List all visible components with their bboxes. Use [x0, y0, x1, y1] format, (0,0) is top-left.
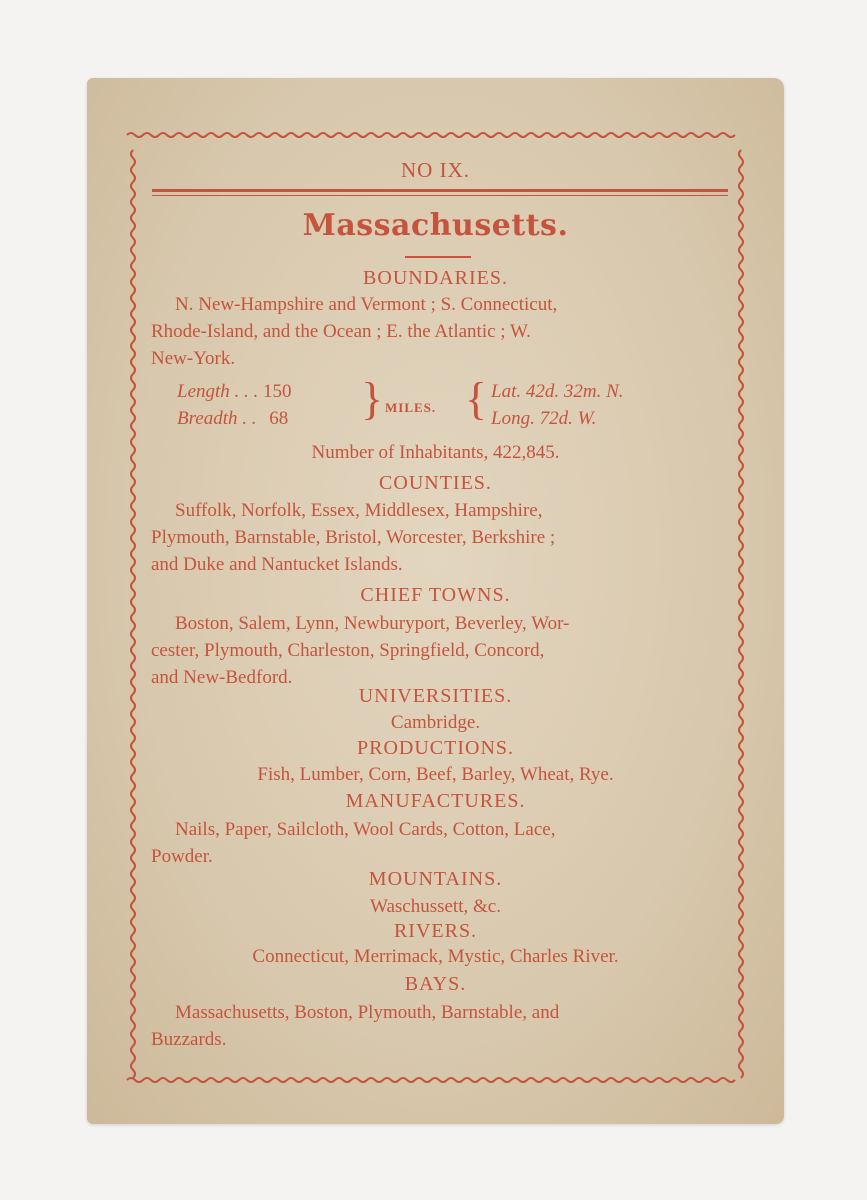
card	[87, 78, 784, 1124]
counties-heading: COUNTIES.	[379, 472, 492, 494]
left-brace: {	[465, 373, 488, 424]
longitude: Long. 72d. W.	[491, 408, 597, 429]
productions-text: Fish, Lumber, Corn, Beef, Barley, Wheat, Rye.	[257, 764, 614, 785]
manufactures-text: Nails, Paper, Sailcloth, Wool Cards, Cotton, Lace, Powder.	[151, 819, 556, 867]
rivers-text: Connecticut, Merrimack, Mystic, Charles River.	[252, 946, 619, 967]
card-number: NO IX.	[401, 158, 470, 182]
universities-text: Cambridge.	[390, 712, 481, 733]
double-rule-top	[152, 189, 728, 192]
productions-heading: PRODUCTIONS.	[356, 737, 515, 759]
right-brace: }	[361, 373, 384, 424]
latitude: Lat. 42d. 32m. N.	[491, 381, 624, 402]
universities-heading: UNIVERSITIES.	[358, 685, 513, 707]
counties-text: Suffolk, Norfolk, Essex, Middlesex, Hampshire, Plymouth, Barnstable, Bristol, Worcester, Berkshire ; and Duke and Nantucket Islands.	[151, 500, 556, 575]
bays-heading: BAYS.	[404, 973, 467, 995]
state-title: Massachusetts.	[302, 208, 569, 243]
inhabitants: Number of Inhabitants, 422,845.	[311, 442, 560, 463]
title-underline	[405, 256, 471, 258]
miles-label: MILES.	[385, 400, 437, 415]
breadth-row: Breadth . . 68	[177, 408, 289, 429]
mountains-text: Waschussett, &c.	[370, 896, 501, 917]
mountains-heading: MOUNTAINS.	[368, 868, 503, 890]
rivers-heading: RIVERS.	[393, 920, 478, 942]
manufactures-heading: MANUFACTURES.	[345, 790, 526, 812]
double-rule-bottom	[152, 195, 728, 196]
length-row: Length . . . 150	[177, 381, 292, 402]
bays-text: Massachusetts, Boston, Plymouth, Barnstable, and Buzzards.	[151, 1002, 560, 1050]
chief-towns-heading: CHIEF TOWNS.	[360, 584, 511, 606]
boundaries-text: N. New-Hampshire and Vermont ; S. Connecticut, Rhode-Island, and the Ocean ; E. the Atlantic ; W. New-York.	[151, 294, 558, 369]
boundaries-heading: BOUNDARIES.	[363, 267, 508, 289]
chief-towns-text: Boston, Salem, Lynn, Newburyport, Beverley, Wor- cester, Plymouth, Charleston, Springfield, Concord, and New-Bedford.	[151, 613, 570, 688]
